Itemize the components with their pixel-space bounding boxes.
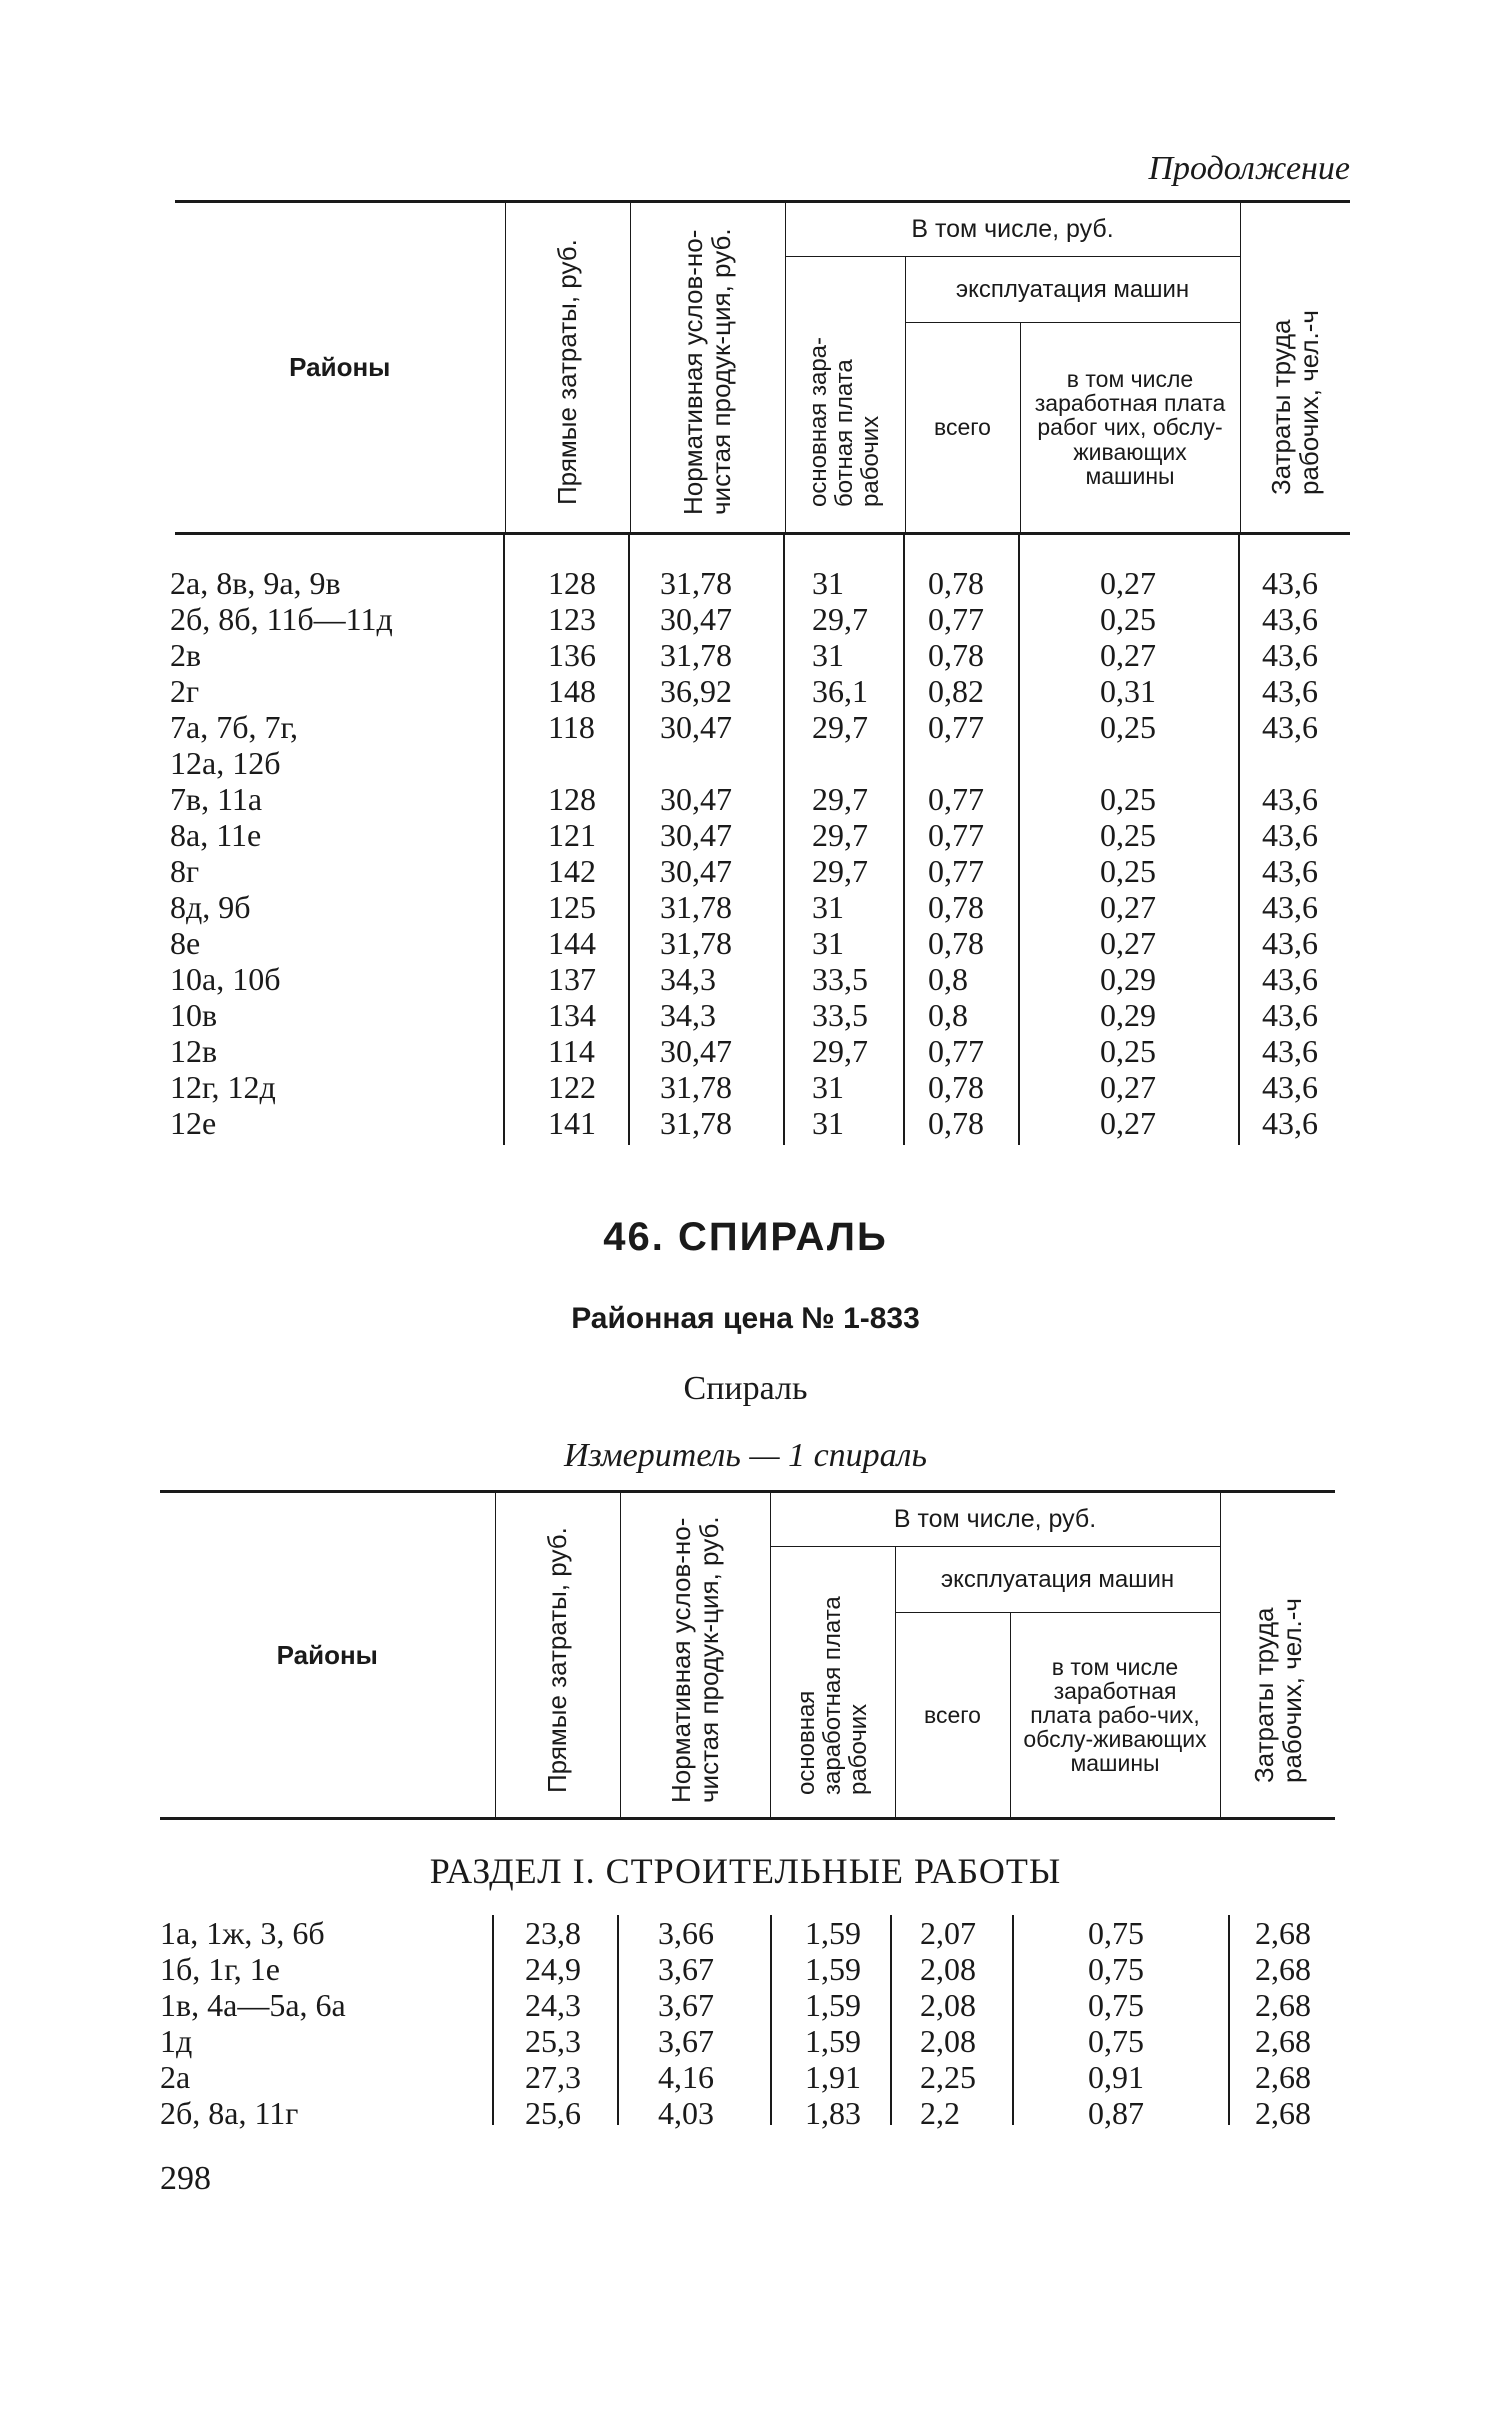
cell-region: 1а, 1ж, 3, 6б <box>160 1915 325 1951</box>
cell-mwage: 0,27 <box>1100 925 1156 961</box>
cell-labor: 43,6 <box>1262 601 1318 637</box>
cell-wage: 29,7 <box>812 817 868 853</box>
cell-total: 2,2 <box>920 2095 960 2131</box>
cell-wage: 1,91 <box>805 2059 861 2095</box>
cell-mwage: 0,25 <box>1100 853 1156 889</box>
cell-wage: 31 <box>812 1069 844 1105</box>
cell-wage: 29,7 <box>812 1033 868 1069</box>
cell-region: 2г <box>170 673 200 709</box>
cell-wage: 29,7 <box>812 709 868 745</box>
cell-total: 2,25 <box>920 2059 976 2095</box>
table-row <box>0 673 1491 709</box>
t2-col-direct-text: Прямые затраты, руб. <box>542 1526 573 1793</box>
col-wage-text: основная зара-ботная плата рабочих <box>805 336 884 507</box>
cell-region: 8е <box>170 925 201 961</box>
t2-col-regions-header: Районы <box>160 1492 495 1819</box>
table-row <box>0 601 1491 637</box>
cell-norm: 31,78 <box>660 637 732 673</box>
item-name: Спираль <box>683 1370 808 1407</box>
cell-region: 12г, 12д <box>170 1069 276 1105</box>
table-row <box>0 637 1491 673</box>
cell-total: 2,07 <box>920 1915 976 1951</box>
cell-direct: 25,6 <box>525 2095 581 2131</box>
table-row <box>0 1033 1491 1069</box>
t2-col-wage-text: основная заработная плата рабочих <box>792 1595 872 1795</box>
t2-col-direct-header <box>495 1492 620 1819</box>
cell-norm: 30,47 <box>660 709 732 745</box>
col-wage-header <box>785 257 905 534</box>
column-divider <box>890 1915 892 2125</box>
cell-labor: 43,6 <box>1262 997 1318 1033</box>
cell-direct: 128 <box>548 565 596 601</box>
cell-wage: 31 <box>812 1105 844 1141</box>
cell-norm: 30,47 <box>660 601 732 637</box>
table-row <box>0 709 1491 745</box>
cell-mwage: 0,27 <box>1100 1105 1156 1141</box>
table-row <box>0 925 1491 961</box>
cell-total: 0,78 <box>928 1105 984 1141</box>
column-divider <box>1012 1915 1014 2125</box>
col-normative-text: Нормативная услов-но-чистая продук-ция, руб. <box>678 228 737 515</box>
table-row <box>0 745 1491 781</box>
cell-wage: 31 <box>812 889 844 925</box>
cell-mwage: 0,27 <box>1100 889 1156 925</box>
cell-labor: 2,68 <box>1255 2095 1311 2131</box>
cell-region: 2б, 8а, 11г <box>160 2095 299 2131</box>
cell-total: 0,77 <box>928 781 984 817</box>
cell-total: 0,78 <box>928 637 984 673</box>
cell-direct: 122 <box>548 1069 596 1105</box>
table-row <box>0 2059 1491 2095</box>
table-row <box>0 1069 1491 1105</box>
cell-wage: 1,59 <box>805 1951 861 1987</box>
cell-labor: 43,6 <box>1262 1069 1318 1105</box>
cell-labor: 43,6 <box>1262 709 1318 745</box>
cell-norm: 4,16 <box>658 2059 714 2095</box>
col-machines-header: эксплуатация машин <box>905 257 1240 323</box>
cell-norm: 34,3 <box>660 961 716 997</box>
table-row <box>0 997 1491 1033</box>
col-total-header: всего <box>905 323 1020 534</box>
table-row <box>0 961 1491 997</box>
cell-norm: 3,67 <box>658 1951 714 1987</box>
page-number: 298 <box>160 2160 211 2197</box>
cell-total: 0,77 <box>928 817 984 853</box>
t2-col-labor-text: Затраты труда рабочих, чел.-ч <box>1248 1597 1307 1783</box>
cell-total: 0,77 <box>928 853 984 889</box>
cell-labor: 43,6 <box>1262 853 1318 889</box>
table-row <box>0 1915 1491 1951</box>
cell-mwage: 0,27 <box>1100 565 1156 601</box>
col-normative-header <box>630 202 785 534</box>
cell-total: 0,77 <box>928 601 984 637</box>
cell-norm: 36,92 <box>660 673 732 709</box>
col-direct-header <box>505 202 630 534</box>
cell-norm: 4,03 <box>658 2095 714 2131</box>
cell-norm: 30,47 <box>660 817 732 853</box>
cell-mwage: 0,29 <box>1100 997 1156 1033</box>
cell-mwage: 0,87 <box>1088 2095 1144 2131</box>
t2-col-total-header: всего <box>895 1613 1010 1819</box>
cell-mwage: 0,25 <box>1100 1033 1156 1069</box>
cell-total: 0,78 <box>928 925 984 961</box>
cell-direct: 123 <box>548 601 596 637</box>
cell-labor: 2,68 <box>1255 2023 1311 2059</box>
col-labor-text: Затраты труда рабочих, чел.-ч <box>1266 310 1325 495</box>
cell-direct: 23,8 <box>525 1915 581 1951</box>
cell-norm: 3,67 <box>658 1987 714 2023</box>
cell-direct: 137 <box>548 961 596 997</box>
cell-norm: 3,67 <box>658 2023 714 2059</box>
table-row <box>0 853 1491 889</box>
cell-region: 7а, 7б, 7г, <box>170 709 298 745</box>
cell-direct: 144 <box>548 925 596 961</box>
cell-region: 8а, 11е <box>170 817 262 853</box>
t2-col-incl-header: В том числе, руб. <box>770 1492 1220 1547</box>
cell-labor: 43,6 <box>1262 637 1318 673</box>
cell-norm: 31,78 <box>660 889 732 925</box>
cell-norm: 30,47 <box>660 781 732 817</box>
cell-labor: 43,6 <box>1262 925 1318 961</box>
cell-mwage: 0,91 <box>1088 2059 1144 2095</box>
cell-total: 0,82 <box>928 673 984 709</box>
cell-norm: 31,78 <box>660 565 732 601</box>
cell-region: 2а, 8в, 9а, 9в <box>170 565 341 601</box>
cell-mwage: 0,75 <box>1088 2023 1144 2059</box>
table-row <box>0 1951 1491 1987</box>
cell-mwage: 0,27 <box>1100 637 1156 673</box>
cell-direct: 121 <box>548 817 596 853</box>
cell-wage: 1,59 <box>805 2023 861 2059</box>
cell-region: 2а <box>160 2059 191 2095</box>
cell-norm: 30,47 <box>660 853 732 889</box>
t2-col-normative-text: Нормативная услов-но-чистая продук-ция, руб. <box>665 1515 724 1803</box>
table-row <box>0 889 1491 925</box>
cell-wage: 36,1 <box>812 673 868 709</box>
cell-labor: 43,6 <box>1262 565 1318 601</box>
cell-direct: 136 <box>548 637 596 673</box>
t2-col-labor-header <box>1220 1492 1335 1819</box>
cell-region: 8д, 9б <box>170 889 251 925</box>
cell-direct: 114 <box>548 1033 595 1069</box>
cell-mwage: 0,27 <box>1100 1069 1156 1105</box>
cell-direct: 141 <box>548 1105 596 1141</box>
cell-labor: 2,68 <box>1255 1987 1311 2023</box>
price-title: Районная цена № 1-833 <box>571 1302 920 1335</box>
cell-total: 2,08 <box>920 1951 976 1987</box>
cell-region: 12в <box>170 1033 218 1069</box>
cell-region: 12е <box>170 1105 217 1141</box>
measure-line: Измеритель — 1 спираль <box>564 1437 927 1474</box>
cell-labor: 43,6 <box>1262 1033 1318 1069</box>
cell-wage: 1,59 <box>805 1987 861 2023</box>
col-direct-text: Прямые затраты, руб. <box>552 239 583 505</box>
cell-mwage: 0,31 <box>1100 673 1156 709</box>
cell-region: 10а, 10б <box>170 961 281 997</box>
cell-norm: 3,66 <box>658 1915 714 1951</box>
section-heading: РАЗДЕЛ I. СТРОИТЕЛЬНЫЕ РАБОТЫ <box>429 1851 1062 1891</box>
cell-region: 10в <box>170 997 218 1033</box>
cell-wage: 1,59 <box>805 1915 861 1951</box>
cell-labor: 43,6 <box>1262 817 1318 853</box>
cell-labor: 43,6 <box>1262 1105 1318 1141</box>
cell-mwage: 0,25 <box>1100 817 1156 853</box>
table-row <box>0 2095 1491 2131</box>
table-row <box>0 1105 1491 1141</box>
cell-labor: 43,6 <box>1262 673 1318 709</box>
cell-norm: 30,47 <box>660 1033 732 1069</box>
cell-direct: 118 <box>548 709 595 745</box>
cell-labor: 2,68 <box>1255 1915 1311 1951</box>
cell-direct: 24,9 <box>525 1951 581 1987</box>
cell-mwage: 0,25 <box>1100 601 1156 637</box>
column-divider <box>492 1915 494 2125</box>
col-labor-header <box>1240 202 1350 534</box>
cell-total: 0,8 <box>928 997 968 1033</box>
cell-wage: 29,7 <box>812 781 868 817</box>
table2-header <box>160 1490 1335 1820</box>
cell-mwage: 0,75 <box>1088 1951 1144 1987</box>
col-regions-header: Районы <box>175 202 505 534</box>
cell-labor: 43,6 <box>1262 889 1318 925</box>
cell-mwage: 0,75 <box>1088 1987 1144 2023</box>
cell-labor: 2,68 <box>1255 1951 1311 1987</box>
cell-wage: 1,83 <box>805 2095 861 2131</box>
cell-direct: 25,3 <box>525 2023 581 2059</box>
cell-mwage: 0,25 <box>1100 709 1156 745</box>
cell-wage: 31 <box>812 637 844 673</box>
cell-labor: 43,6 <box>1262 961 1318 997</box>
cell-labor: 2,68 <box>1255 2059 1311 2095</box>
cell-mwage: 0,25 <box>1100 781 1156 817</box>
table-row <box>0 2023 1491 2059</box>
table-row <box>0 565 1491 601</box>
cell-region: 2б, 8б, 11б—11д <box>170 601 393 637</box>
table1-header <box>175 200 1350 535</box>
t2-col-wage-header <box>770 1547 895 1819</box>
cell-total: 0,78 <box>928 1069 984 1105</box>
cell-total: 0,77 <box>928 1033 984 1069</box>
cell-total: 0,78 <box>928 889 984 925</box>
column-divider <box>770 1915 772 2125</box>
cell-wage: 29,7 <box>812 601 868 637</box>
cell-total: 0,77 <box>928 709 984 745</box>
cell-region: 1д <box>160 2023 193 2059</box>
cell-norm: 34,3 <box>660 997 716 1033</box>
cell-direct: 148 <box>548 673 596 709</box>
table-row <box>0 1987 1491 2023</box>
cell-direct: 134 <box>548 997 596 1033</box>
cell-wage: 31 <box>812 925 844 961</box>
table-row <box>0 817 1491 853</box>
cell-total: 0,8 <box>928 961 968 997</box>
col-incl-wage-header: в том числе заработная плата рабог чих, обслу-живающих машины <box>1020 323 1240 534</box>
t2-col-normative-header <box>620 1492 770 1819</box>
cell-region: 2в <box>170 637 202 673</box>
cell-total: 0,78 <box>928 565 984 601</box>
t2-col-machines-header: эксплуатация машин <box>895 1547 1220 1613</box>
t2-col-incl-wage-header: в том числе заработная плата рабо-чих, обслу-живающих машины <box>1010 1613 1220 1819</box>
cell-norm: 31,78 <box>660 925 732 961</box>
cell-region: 8г <box>170 853 200 889</box>
cell-region: 7в, 11а <box>170 781 263 817</box>
column-divider <box>1228 1915 1230 2125</box>
cell-total: 2,08 <box>920 2023 976 2059</box>
section-title: 46. СПИРАЛЬ <box>603 1215 888 1259</box>
cell-wage: 31 <box>812 565 844 601</box>
cell-labor: 43,6 <box>1262 781 1318 817</box>
cell-mwage: 0,29 <box>1100 961 1156 997</box>
cell-region: 1б, 1г, 1е <box>160 1951 280 1987</box>
col-incl-header: В том числе, руб. <box>785 202 1240 257</box>
cell-norm: 31,78 <box>660 1105 732 1141</box>
cell-direct: 128 <box>548 781 596 817</box>
cell-norm: 31,78 <box>660 1069 732 1105</box>
cell-total: 2,08 <box>920 1987 976 2023</box>
cell-region: 12а, 12б <box>170 745 281 781</box>
cell-mwage: 0,75 <box>1088 1915 1144 1951</box>
cell-direct: 24,3 <box>525 1987 581 2023</box>
cell-direct: 27,3 <box>525 2059 581 2095</box>
cell-wage: 33,5 <box>812 961 868 997</box>
column-divider <box>617 1915 619 2125</box>
cell-region: 1в, 4а—5а, 6а <box>160 1987 346 2023</box>
cell-wage: 29,7 <box>812 853 868 889</box>
cell-direct: 125 <box>548 889 596 925</box>
continued-label: Продолжение <box>1148 150 1350 187</box>
cell-wage: 33,5 <box>812 997 868 1033</box>
table-row <box>0 781 1491 817</box>
cell-direct: 142 <box>548 853 596 889</box>
